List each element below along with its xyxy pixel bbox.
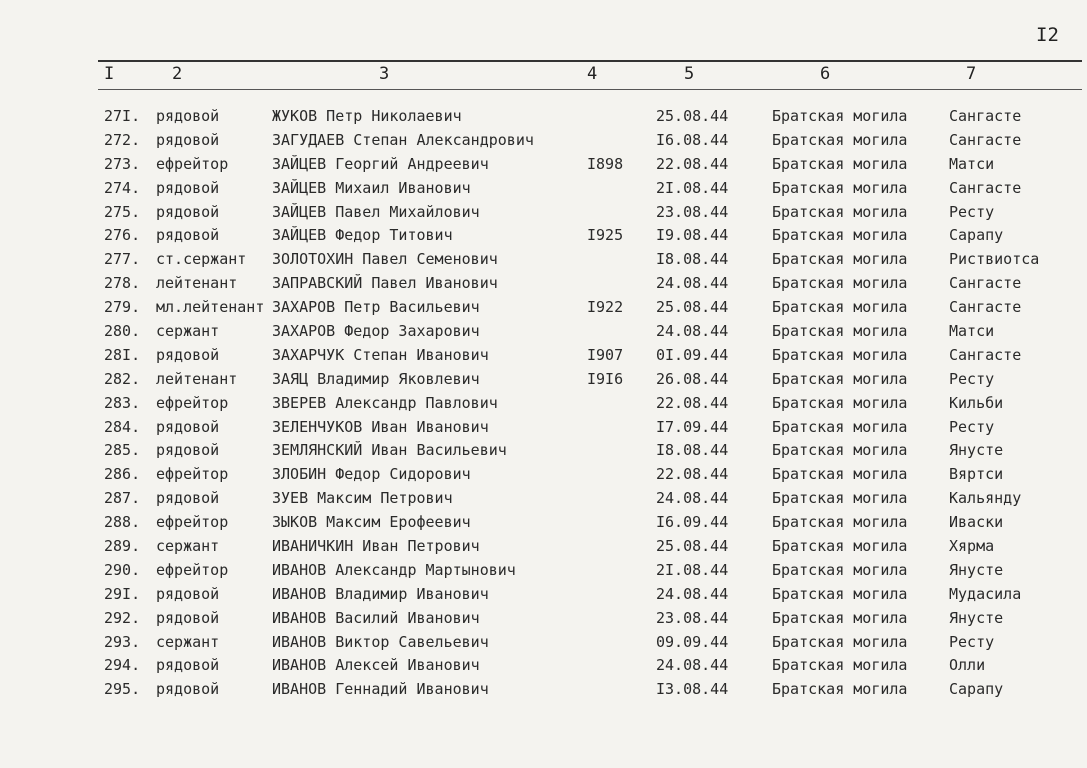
burial-type: Братская могила xyxy=(772,441,908,460)
full-name: ЗАЙЦЕВ Михаил Иванович xyxy=(272,178,471,197)
column-header-4: 4 xyxy=(587,64,598,84)
table-row xyxy=(0,248,1087,272)
military-rank: сержант xyxy=(156,632,220,651)
military-rank: мл.лейтенант xyxy=(156,298,265,317)
full-name: ЗЛОБИН Федор Сидорович xyxy=(272,465,471,484)
full-name: ЗЫКОВ Максим Ерофеевич xyxy=(272,513,471,532)
full-name: ИВАНОВ Владимир Иванович xyxy=(272,584,489,603)
death-date: 24.08.44 xyxy=(656,656,729,675)
burial-place: Сангасте xyxy=(949,345,1022,364)
full-name: ЗЕЛЕНЧУКОВ Иван Иванович xyxy=(272,417,489,436)
birth-year: I922 xyxy=(587,298,624,317)
burial-place: Ресту xyxy=(949,417,995,436)
military-rank: рядовой xyxy=(156,345,220,364)
burial-place: Сангасте xyxy=(949,130,1022,149)
military-rank: рядовой xyxy=(156,680,220,699)
record-number: 284. xyxy=(104,417,141,436)
burial-place: Сангасте xyxy=(949,274,1022,293)
full-name: ЗАЯЦ Владимир Яковлевич xyxy=(272,369,480,388)
column-header-5: 5 xyxy=(684,64,695,84)
page-number: I2 xyxy=(1036,24,1059,46)
death-date: 25.08.44 xyxy=(656,537,729,556)
record-number: 285. xyxy=(104,441,141,460)
burial-place: Ресту xyxy=(949,632,995,651)
table-row xyxy=(0,296,1087,320)
full-name: ЗАХАРОВ Петр Васильевич xyxy=(272,298,480,317)
military-rank: рядовой xyxy=(156,441,220,460)
record-number: 27I. xyxy=(104,107,141,125)
burial-type: Братская могила xyxy=(772,130,908,149)
burial-place: Сангасте xyxy=(949,298,1022,317)
burial-type: Братская могила xyxy=(772,465,908,484)
death-date: 26.08.44 xyxy=(656,369,729,388)
table-row xyxy=(0,177,1087,201)
burial-place: Кальянду xyxy=(949,489,1022,508)
military-rank: рядовой xyxy=(156,178,220,197)
military-rank: рядовой xyxy=(156,656,220,675)
burial-type: Братская могила xyxy=(772,107,908,125)
military-rank: ефрейтор xyxy=(156,393,229,412)
column-header-7: 7 xyxy=(966,64,977,84)
table-row xyxy=(0,535,1087,559)
military-rank: ефрейтор xyxy=(156,465,229,484)
burial-type: Братская могила xyxy=(772,322,908,341)
table-row xyxy=(0,463,1087,487)
military-rank: рядовой xyxy=(156,417,220,436)
full-name: ИВАНИЧКИН Иван Петрович xyxy=(272,537,480,556)
column-header-2: 2 xyxy=(172,64,183,84)
full-name: ИВАНОВ Виктор Савельевич xyxy=(272,632,489,651)
burial-type: Братская могила xyxy=(772,513,908,532)
table-row xyxy=(0,392,1087,416)
death-date: 25.08.44 xyxy=(656,107,729,125)
burial-place: Иваски xyxy=(949,513,1004,532)
birth-year: I925 xyxy=(587,226,624,245)
death-date: 25.08.44 xyxy=(656,298,729,317)
record-number: 276. xyxy=(104,226,141,245)
military-rank: рядовой xyxy=(156,584,220,603)
record-number: 282. xyxy=(104,369,141,388)
record-number: 272. xyxy=(104,130,141,149)
table-row xyxy=(0,559,1087,583)
burial-type: Братская могила xyxy=(772,202,908,221)
full-name: ЗАГУДАЕВ Степан Александрович xyxy=(272,130,534,149)
death-date: I8.08.44 xyxy=(656,250,729,269)
table-row xyxy=(0,201,1087,225)
full-name: ЗАПРАВСКИЙ Павел Иванович xyxy=(272,274,498,293)
burial-place: Вяртси xyxy=(949,465,1004,484)
death-date: I8.08.44 xyxy=(656,441,729,460)
death-date: 24.08.44 xyxy=(656,489,729,508)
full-name: ИВАНОВ Александр Мартынович xyxy=(272,560,516,579)
table-row xyxy=(0,368,1087,392)
death-date: 2I.08.44 xyxy=(656,178,729,197)
record-number: 28I. xyxy=(104,345,141,364)
burial-type: Братская могила xyxy=(772,226,908,245)
table-row xyxy=(0,607,1087,631)
burial-place: Ресту xyxy=(949,202,995,221)
burial-place: Сангасте xyxy=(949,107,1022,125)
burial-type: Братская могила xyxy=(772,345,908,364)
burial-place: Риствиотса xyxy=(949,250,1040,269)
burial-place: Сарапу xyxy=(949,226,1004,245)
table-row xyxy=(0,487,1087,511)
burial-type: Братская могила xyxy=(772,489,908,508)
record-number: 279. xyxy=(104,298,141,317)
burial-place: Кильби xyxy=(949,393,1004,412)
burial-type: Братская могила xyxy=(772,154,908,173)
burial-place: Янусте xyxy=(949,560,1004,579)
table-row xyxy=(0,511,1087,535)
record-number: 274. xyxy=(104,178,141,197)
column-header-1: I xyxy=(104,64,115,84)
record-number: 294. xyxy=(104,656,141,675)
table-row xyxy=(0,416,1087,440)
burial-place: Хярма xyxy=(949,537,995,556)
table-row xyxy=(0,153,1087,177)
burial-place: Янусте xyxy=(949,441,1004,460)
table-row xyxy=(0,439,1087,463)
full-name: ЗОЛОТОХИН Павел Семенович xyxy=(272,250,498,269)
death-date: I9.08.44 xyxy=(656,226,729,245)
full-name: ИВАНОВ Геннадий Иванович xyxy=(272,680,489,699)
record-number: 275. xyxy=(104,202,141,221)
death-date: I7.09.44 xyxy=(656,417,729,436)
birth-year: I898 xyxy=(587,154,624,173)
military-rank: рядовой xyxy=(156,107,220,125)
record-number: 288. xyxy=(104,513,141,532)
burial-type: Братская могила xyxy=(772,560,908,579)
table-row xyxy=(0,272,1087,296)
column-header-row xyxy=(0,64,1087,88)
record-number: 277. xyxy=(104,250,141,269)
burial-place: Янусте xyxy=(949,608,1004,627)
full-name: ЗАЙЦЕВ Георгий Андреевич xyxy=(272,154,489,173)
military-rank: рядовой xyxy=(156,226,220,245)
death-date: 22.08.44 xyxy=(656,465,729,484)
military-rank: рядовой xyxy=(156,608,220,627)
table-header-rule xyxy=(98,89,1082,90)
death-date: 09.09.44 xyxy=(656,632,729,651)
table-row xyxy=(0,678,1087,702)
full-name: ЗЕМЛЯНСКИЙ Иван Васильевич xyxy=(272,441,507,460)
death-date: 22.08.44 xyxy=(656,393,729,412)
military-rank: сержант xyxy=(156,322,220,341)
full-name: ЗУЕВ Максим Петрович xyxy=(272,489,453,508)
military-rank: ефрейтор xyxy=(156,513,229,532)
record-number: 287. xyxy=(104,489,141,508)
full-name: ИВАНОВ Василий Иванович xyxy=(272,608,480,627)
burial-type: Братская могила xyxy=(772,680,908,699)
record-number: 283. xyxy=(104,393,141,412)
table-row xyxy=(0,105,1087,129)
military-rank: лейтенант xyxy=(156,274,238,293)
burial-type: Братская могила xyxy=(772,274,908,293)
military-rank: ефрейтор xyxy=(156,154,229,173)
record-number: 29I. xyxy=(104,584,141,603)
full-name: ЗАХАРЧУК Степан Иванович xyxy=(272,345,489,364)
record-number: 278. xyxy=(104,274,141,293)
burial-type: Братская могила xyxy=(772,537,908,556)
burial-place: Ресту xyxy=(949,369,995,388)
death-date: 2I.08.44 xyxy=(656,560,729,579)
military-rank: лейтенант xyxy=(156,369,238,388)
burial-place: Сангасте xyxy=(949,178,1022,197)
record-number: 286. xyxy=(104,465,141,484)
table-top-rule xyxy=(98,60,1082,62)
full-name: ЖУКОВ Петр Николаевич xyxy=(272,107,462,125)
death-date: 24.08.44 xyxy=(656,584,729,603)
burial-place: Мудасила xyxy=(949,584,1022,603)
burial-type: Братская могила xyxy=(772,393,908,412)
table-row xyxy=(0,344,1087,368)
death-date: I3.08.44 xyxy=(656,680,729,699)
military-rank: ефрейтор xyxy=(156,560,229,579)
death-date: 23.08.44 xyxy=(656,202,729,221)
table-row xyxy=(0,129,1087,153)
burial-list xyxy=(0,105,1087,702)
burial-type: Братская могила xyxy=(772,250,908,269)
burial-place: Сарапу xyxy=(949,680,1004,699)
record-number: 292. xyxy=(104,608,141,627)
full-name: ЗАХАРОВ Федор Захарович xyxy=(272,322,480,341)
death-date: 24.08.44 xyxy=(656,322,729,341)
death-date: 0I.09.44 xyxy=(656,345,729,364)
burial-type: Братская могила xyxy=(772,298,908,317)
military-rank: рядовой xyxy=(156,489,220,508)
burial-place: Матси xyxy=(949,154,995,173)
burial-place: Матси xyxy=(949,322,995,341)
military-rank: сержант xyxy=(156,537,220,556)
burial-type: Братская могила xyxy=(772,656,908,675)
death-date: 24.08.44 xyxy=(656,274,729,293)
military-rank: ст.сержант xyxy=(156,250,247,269)
record-number: 273. xyxy=(104,154,141,173)
table-row xyxy=(0,583,1087,607)
burial-type: Братская могила xyxy=(772,608,908,627)
burial-type: Братская могила xyxy=(772,178,908,197)
birth-year: I907 xyxy=(587,345,624,364)
table-row xyxy=(0,631,1087,655)
burial-type: Братская могила xyxy=(772,369,908,388)
military-rank: рядовой xyxy=(156,130,220,149)
record-number: 290. xyxy=(104,560,141,579)
record-number: 289. xyxy=(104,537,141,556)
death-date: 23.08.44 xyxy=(656,608,729,627)
burial-type: Братская могила xyxy=(772,632,908,651)
column-header-6: 6 xyxy=(820,64,831,84)
full-name: ЗАЙЦЕВ Федор Титович xyxy=(272,226,453,245)
birth-year: I9I6 xyxy=(587,369,624,388)
death-date: I6.09.44 xyxy=(656,513,729,532)
military-rank: рядовой xyxy=(156,202,220,221)
table-row xyxy=(0,320,1087,344)
record-number: 295. xyxy=(104,680,141,699)
record-number: 293. xyxy=(104,632,141,651)
column-header-3: 3 xyxy=(379,64,390,84)
record-number: 280. xyxy=(104,322,141,341)
death-date: 22.08.44 xyxy=(656,154,729,173)
full-name: ЗАЙЦЕВ Павел Михайлович xyxy=(272,202,480,221)
burial-type: Братская могила xyxy=(772,584,908,603)
full-name: ИВАНОВ Алексей Иванович xyxy=(272,656,480,675)
burial-place: Олли xyxy=(949,656,986,675)
full-name: ЗВЕРЕВ Александр Павлович xyxy=(272,393,498,412)
death-date: I6.08.44 xyxy=(656,130,729,149)
burial-type: Братская могила xyxy=(772,417,908,436)
table-row xyxy=(0,224,1087,248)
table-row xyxy=(0,654,1087,678)
